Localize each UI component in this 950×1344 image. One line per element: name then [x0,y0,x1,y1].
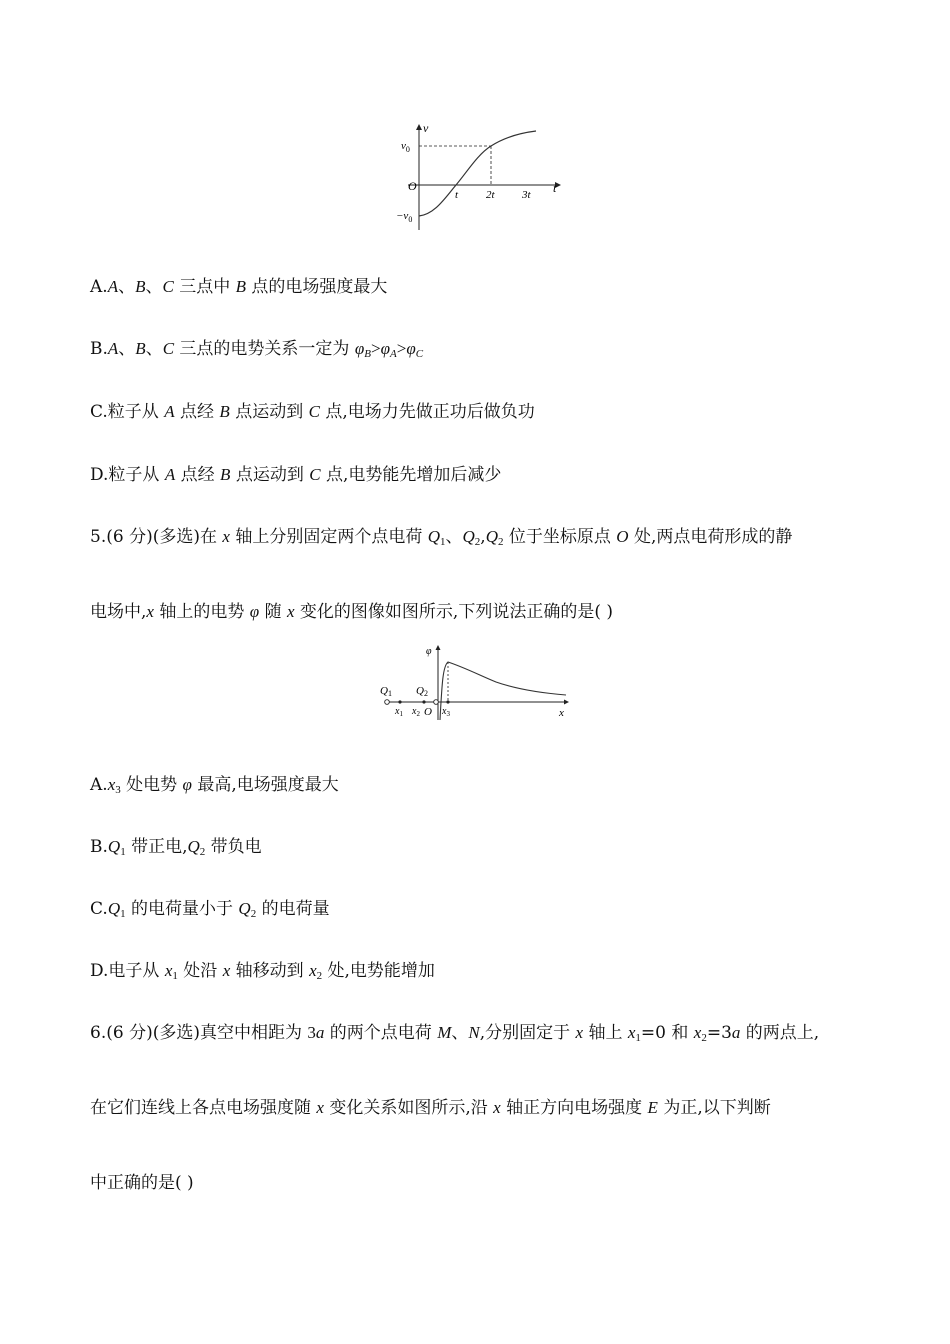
q4-option-d: D.粒子从 A 点经 B 点运动到 C 点,电势能先增加后减少 [90,465,502,485]
x1-point [398,700,401,703]
q5-option-c: $C.Q_1$ 的电荷量小于 $Q_2$ 的电荷量 [90,899,330,920]
x3-label: $x_3$ [442,706,450,718]
q2-label: Q2 [416,685,428,698]
q4-option-b: B.A、B、C 三点的电势关系一定为 $\varphi_B>\varphi_A>\varphi_C$ [90,339,424,360]
velocity-time-graph [390,120,570,232]
tick-t: t [455,189,459,201]
q4-option-a: A.A、B、C 三点中 B 点的电场强度最大 [90,277,388,297]
q6-stem-line1: 6.(6 分)(多选)真空中相距为 3a 的两个点电荷 M、N,分别固定于 x 轴上 $x_1=0$ 和 $x_2=3a$ 的两点上, [90,1023,820,1044]
velocity-curve [419,131,536,216]
x3-point [446,700,449,703]
q5-stem-line1: 5.(6 分)(多选)在 x 轴上分别固定两个点电荷 $Q_1$、$Q_2,Q_2$ 位于坐标原点 O 处,两点电荷形成的静 [90,527,793,548]
origin-label: O [424,706,432,718]
x-axis-label: x [559,707,564,719]
q4-option-c: C.粒子从 A 点经 B 点运动到 C 点,电场力先做正功后做负功 [90,402,535,422]
origin-label: O [408,179,417,193]
q5-option-a: $A.x_3$ 处电势 φ 最高,电场强度最大 [90,775,339,796]
q5-option-d: D.电子从 $x_1$ 处沿 x 轴移动到 $x_2$ 处,电势能增加 [90,961,435,982]
neg-v0-label: $-v_0$ [396,210,413,224]
tick-2t: 2t [486,189,495,201]
x2-point [422,700,425,703]
t-axis-label: t [553,181,557,195]
v0-label: $v_0$ [401,140,410,154]
q6-stem-line2: 在它们连线上各点电场强度随 x 变化关系如图所示,沿 x 轴正方向电场强度 E 为正,以下判断 [90,1098,771,1118]
q1-label: Q1 [380,685,392,698]
x1-label: $x_1$ [395,706,403,718]
q5-stem-line2: 电场中,x 轴上的电势 φ 随 x 变化的图像如图所示,下列说法正确的是( ) [90,602,614,622]
potential-curve [440,662,566,720]
q6-stem-line3: 中正确的是( ) [90,1173,194,1193]
q2-charge [434,700,439,705]
potential-x-graph [376,642,576,722]
q1-charge [385,700,390,705]
v-axis-label: v [423,121,429,135]
q5-option-b: $B.Q_1$ 带正电$,Q_2$ 带负电 [90,837,262,858]
tick-3t: 3t [522,189,531,201]
x2-label: $x_2$ [412,706,420,718]
phi-axis-label: φ [426,646,432,657]
